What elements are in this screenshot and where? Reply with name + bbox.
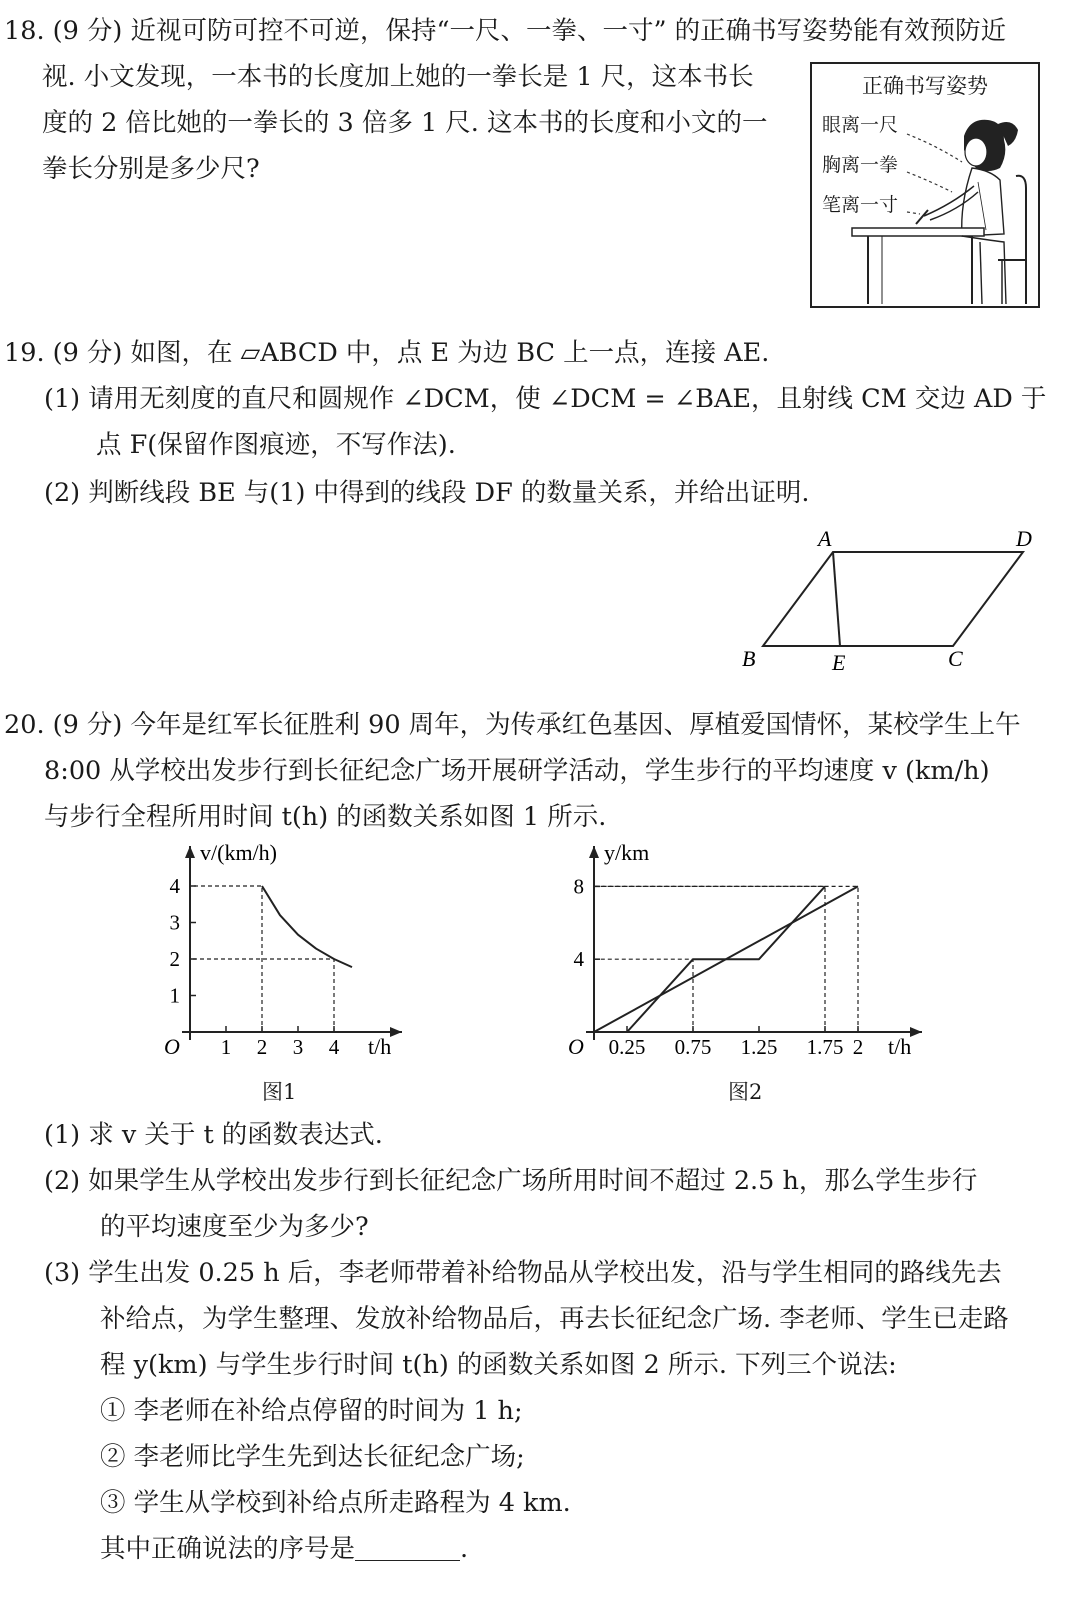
answer-prompt-text: 其中正确说法的序号是 <box>100 1534 356 1564</box>
q19-line-1: 19. (9 分) 如图，在 ▱ABCD 中，点 E 为边 BC 上一点，连接 AE. <box>4 338 770 368</box>
y-tick-label: 8 <box>573 874 584 899</box>
x-tick-label: 1.25 <box>740 1035 778 1059</box>
x-tick-label: 0.75 <box>674 1035 712 1059</box>
point-label-b: B <box>742 646 756 671</box>
posture-title: 正确书写姿势 <box>862 74 988 98</box>
y-axis-arrow <box>185 846 195 858</box>
x-axis-label: t/h <box>368 1034 392 1059</box>
q20-line-2: 8:00 从学校出发步行到长征纪念广场开展研学活动，学生步行的平均速度 v (km/h) <box>44 756 990 786</box>
statement-3: ③ 学生从学校到补给点所走路程为 4 km. <box>100 1488 571 1518</box>
guide-line <box>594 959 693 1032</box>
y-tick-label: 3 <box>169 910 180 935</box>
q18-line-4: 拳长分别是多少尺? <box>42 154 260 184</box>
figure-1-caption: 图1 <box>262 1080 297 1104</box>
posture-label-eye: 眼离一尺 <box>822 114 899 136</box>
q18-line-3: 度的 2 倍比她的一拳长的 3 倍多 1 尺. 这本书的长度和小文的一 <box>42 108 768 138</box>
figure-2-distance-chart <box>560 840 930 1070</box>
q20-line-3: 与步行全程所用时间 t(h) 的函数关系如图 1 所示. <box>44 802 607 832</box>
origin-label: O <box>568 1034 584 1059</box>
q20-part-3-cont-1: 补给点，为学生整理、发放补给物品后，再去长征纪念广场. 李老师、学生已走路 <box>100 1304 1009 1334</box>
q19-line-2: (1) 请用无刻度的直尺和圆规作 ∠DCM，使 ∠DCM = ∠BAE，且射线 CM 交边 AD 于 <box>44 384 1047 414</box>
y-axis-arrow <box>589 846 599 858</box>
q19-line-3: 点 F(保留作图痕迹，不写作法). <box>96 430 456 460</box>
q20-part-2-cont: 的平均速度至少为多少? <box>100 1212 369 1242</box>
q18-line-1: 18. (9 分) 近视可防可控不可逆，保持“一尺、一拳、一寸” 的正确书写姿势能有效预防近 <box>4 16 1007 46</box>
posture-label-pen: 笔离一寸 <box>822 194 899 216</box>
student-illustration <box>812 64 1038 306</box>
parallelogram-figure <box>740 524 1040 674</box>
point-label-c: C <box>948 646 963 671</box>
x-axis-arrow <box>910 1027 922 1037</box>
y-axis-label: y/km <box>604 840 650 865</box>
x-tick-label: 4 <box>328 1035 340 1059</box>
figure-1-velocity-chart <box>150 840 410 1070</box>
q20-part-1: (1) 求 v 关于 t 的函数表达式. <box>44 1120 383 1150</box>
q19-line-4: (2) 判断线段 BE 与(1) 中得到的线段 DF 的数量关系，并给出证明. <box>44 478 810 508</box>
q20-part-2: (2) 如果学生从学校出发步行到长征纪念广场所用时间不超过 2.5 h，那么学生步行 <box>44 1166 978 1196</box>
x-tick-label: 2 <box>852 1035 864 1059</box>
x-tick-label: 1 <box>220 1035 232 1059</box>
x-tick-label: 0.25 <box>608 1035 646 1059</box>
point-label-a: A <box>818 526 832 551</box>
posture-label-chest: 胸离一拳 <box>822 154 899 176</box>
origin-label: O <box>164 1034 180 1059</box>
answer-prompt <box>100 1532 468 1566</box>
x-tick-label: 1.75 <box>806 1035 844 1059</box>
series-line-2 <box>627 886 825 1032</box>
y-tick-label: 2 <box>169 947 180 971</box>
x-axis-arrow <box>390 1027 402 1037</box>
statement-1: ① 李老师在补给点停留的时间为 1 h; <box>100 1396 523 1426</box>
statement-2: ② 李老师比学生先到达长征纪念广场; <box>100 1442 525 1472</box>
y-axis-label: v/(km/h) <box>200 840 277 865</box>
q20-part-3: (3) 学生出发 0.25 h 后，李老师带着补给物品从学校出发，沿与学生相同的路线先去 <box>44 1258 1002 1288</box>
q20-line-1: 20. (9 分) 今年是红军长征胜利 90 周年，为传承红色基因、厚植爱国情怀，某校学生上午 <box>4 710 1021 740</box>
x-axis-label: t/h <box>888 1034 912 1059</box>
y-tick-label: 4 <box>169 874 180 898</box>
figure-2-caption: 图2 <box>728 1080 763 1104</box>
y-tick-label: 1 <box>169 983 180 1008</box>
answer-blank[interactable] <box>355 1534 460 1561</box>
series-line-1 <box>262 886 352 967</box>
q18-line-2: 视. 小文发现，一本书的长度加上她的一拳长是 1 尺，这本书长 <box>42 62 754 92</box>
x-tick-label: 2 <box>256 1035 268 1059</box>
q20-part-3-cont-2: 程 y(km) 与学生步行时间 t(h) 的函数关系如图 2 所示. 下列三个说法: <box>100 1350 897 1380</box>
y-tick-label: 4 <box>573 947 584 972</box>
x-tick-label: 3 <box>292 1035 304 1059</box>
writing-posture-figure <box>810 62 1040 308</box>
answer-ending: . <box>460 1534 469 1564</box>
point-label-e: E <box>832 650 846 674</box>
point-label-d: D <box>1016 526 1032 551</box>
